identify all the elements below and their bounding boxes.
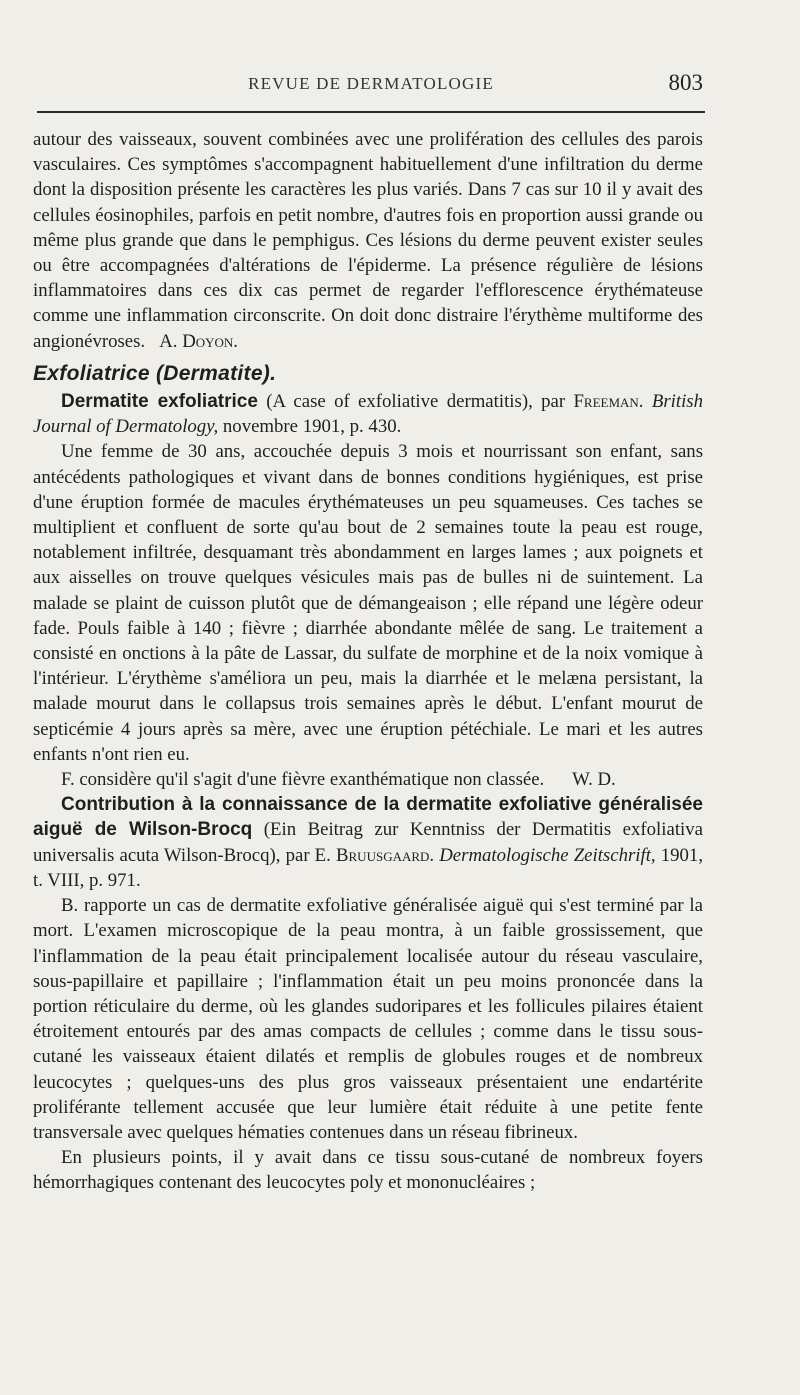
conclusion-text: F. considère qu'il s'agit d'une fièvre exanthématique non classée. [61, 769, 545, 791]
article-journal: Dermatologische Zeitschrift, [439, 844, 656, 866]
article-journal: British Journal of Dermatology, [33, 391, 703, 438]
signature: A. Doyon. [159, 330, 238, 352]
section-title: Exfoliatrice (Dermatite). [33, 361, 277, 385]
article-body: B. rapporte un cas de dermatite exfoliative généralisée aiguë qui s'est terminé par la mort. L'examen microscopique de la peau montra, à un faible grossissement, que l'inflammation de la peau était principalement localisée autour du réseau vasculaire, sous-papillaire et papillaire ; l'inflammation était un peu moins prononcée dans la portion réticulaire du derme, où les glandes sudoripares et les follicules pilaires étaient étroitement entourés par des amas compacts de cellules ; comme dans le tissu sous-cutané les vaisseaux étaient dilatés et remplis de globules rouges et de nombreux leucocytes ; quelques-uns des plus gros vaisseaux présentaient une endartérite proliférante tellement accusée que leur lumière était réduite à une petite fente transversale avec quelques hématies contenues dans un réseau fibrineux. [33, 895, 703, 1143]
article-reference [33, 389, 703, 439]
article-body: En plusieurs points, il y avait dans ce tissu sous-cutané de nombreux foyers hémorrhagiques contenant des leucocytes poly et mononucléaires ; [33, 1147, 703, 1194]
paragraph-text: autour des vaisseaux, souvent combinées avec une prolifération des cellules des parois vasculaires. Ces symptômes s'accompagnent habituellement d'une infiltration du derme dont la disposition présente les caractères les plus variés. Dans 7 cas sur 10 il y avait des cellules éosinophiles, parfois en petit nombre, d'autres fois en proportion aussi grande ou même plus grande que dans le pemphigus. Ces lésions du derme peuvent exister seules ou être accompagnées d'altérations de l'épiderme. La présence régulière de lésions inflammatoires dans ces dix cas permet de regarder l'efflorescence érythémateuse comme une inflammation circonscrite. On doit donc distraire l'érythème multiforme des angionévroses. [33, 129, 703, 352]
page-body [33, 127, 703, 1196]
article-ref: (Ein Beitrag zur Kenntniss der Dermatitis exfoliativa universalis acuta Wilson-Brocq), par E. [33, 819, 703, 866]
header-rule [37, 111, 705, 113]
article-title: Dermatite exfoliatrice [61, 391, 258, 413]
page-header [37, 72, 705, 102]
article-date: novembre 1901, p. 430. [222, 416, 402, 438]
signature: W. D. [572, 769, 616, 791]
running-title: REVUE DE DERMATOLOGIE [248, 74, 494, 93]
article-ref: (A case of exfoliative dermatitis), par [266, 391, 566, 413]
article-conclusion [33, 767, 703, 792]
paragraph-continuation [33, 127, 703, 354]
article-author: Freeman. [573, 391, 644, 413]
article-title: Contribution à la connaissance de la dermatite exfoliative généralisée aiguë de Wilson-Brocq [33, 794, 703, 841]
article-author: Bruusgaard. [335, 844, 435, 866]
article-date: 1901, t. VIII, p. 971. [33, 844, 704, 891]
article-body: Une femme de 30 ans, accouchée depuis 3 mois et nourrissant son enfant, sans antécédents pathologiques et vivant dans de bonnes conditions hygiéniques, est prise d'une éruption formée de macules érythémateuses un peu squameuses. Ces taches se multiplient et confluent de sorte qu'au bout de 2 semaines toute la peau est rouge, notablement infiltrée, desquamant très abondamment en larges lames ; aux poignets et aux aisselles on trouve quelques vésicules mais pas de bulles ni de suintement. La malade se plaint de cuisson plutôt que de démangeaison ; elle répand une légère odeur fade. Pouls faible à 140 ; fièvre ; diarrhée abondante mêlée de sang. Le traitement a consisté en onctions à la pâte de Lassar, du sulfate de morphine et de la noix vomique à l'intérieur. L'érythème s'améliora un peu, mais la diarrhée et le melæna persistant, la malade mourut dans le collapsus trois semaines après le début. L'enfant mourut de septicémie 4 jours après sa mère, avec une éruption pétéchiale. Le mari et les autres enfants n'ont rien eu. [33, 441, 703, 765]
article-reference [33, 792, 703, 893]
page-number: 803 [668, 70, 703, 95]
